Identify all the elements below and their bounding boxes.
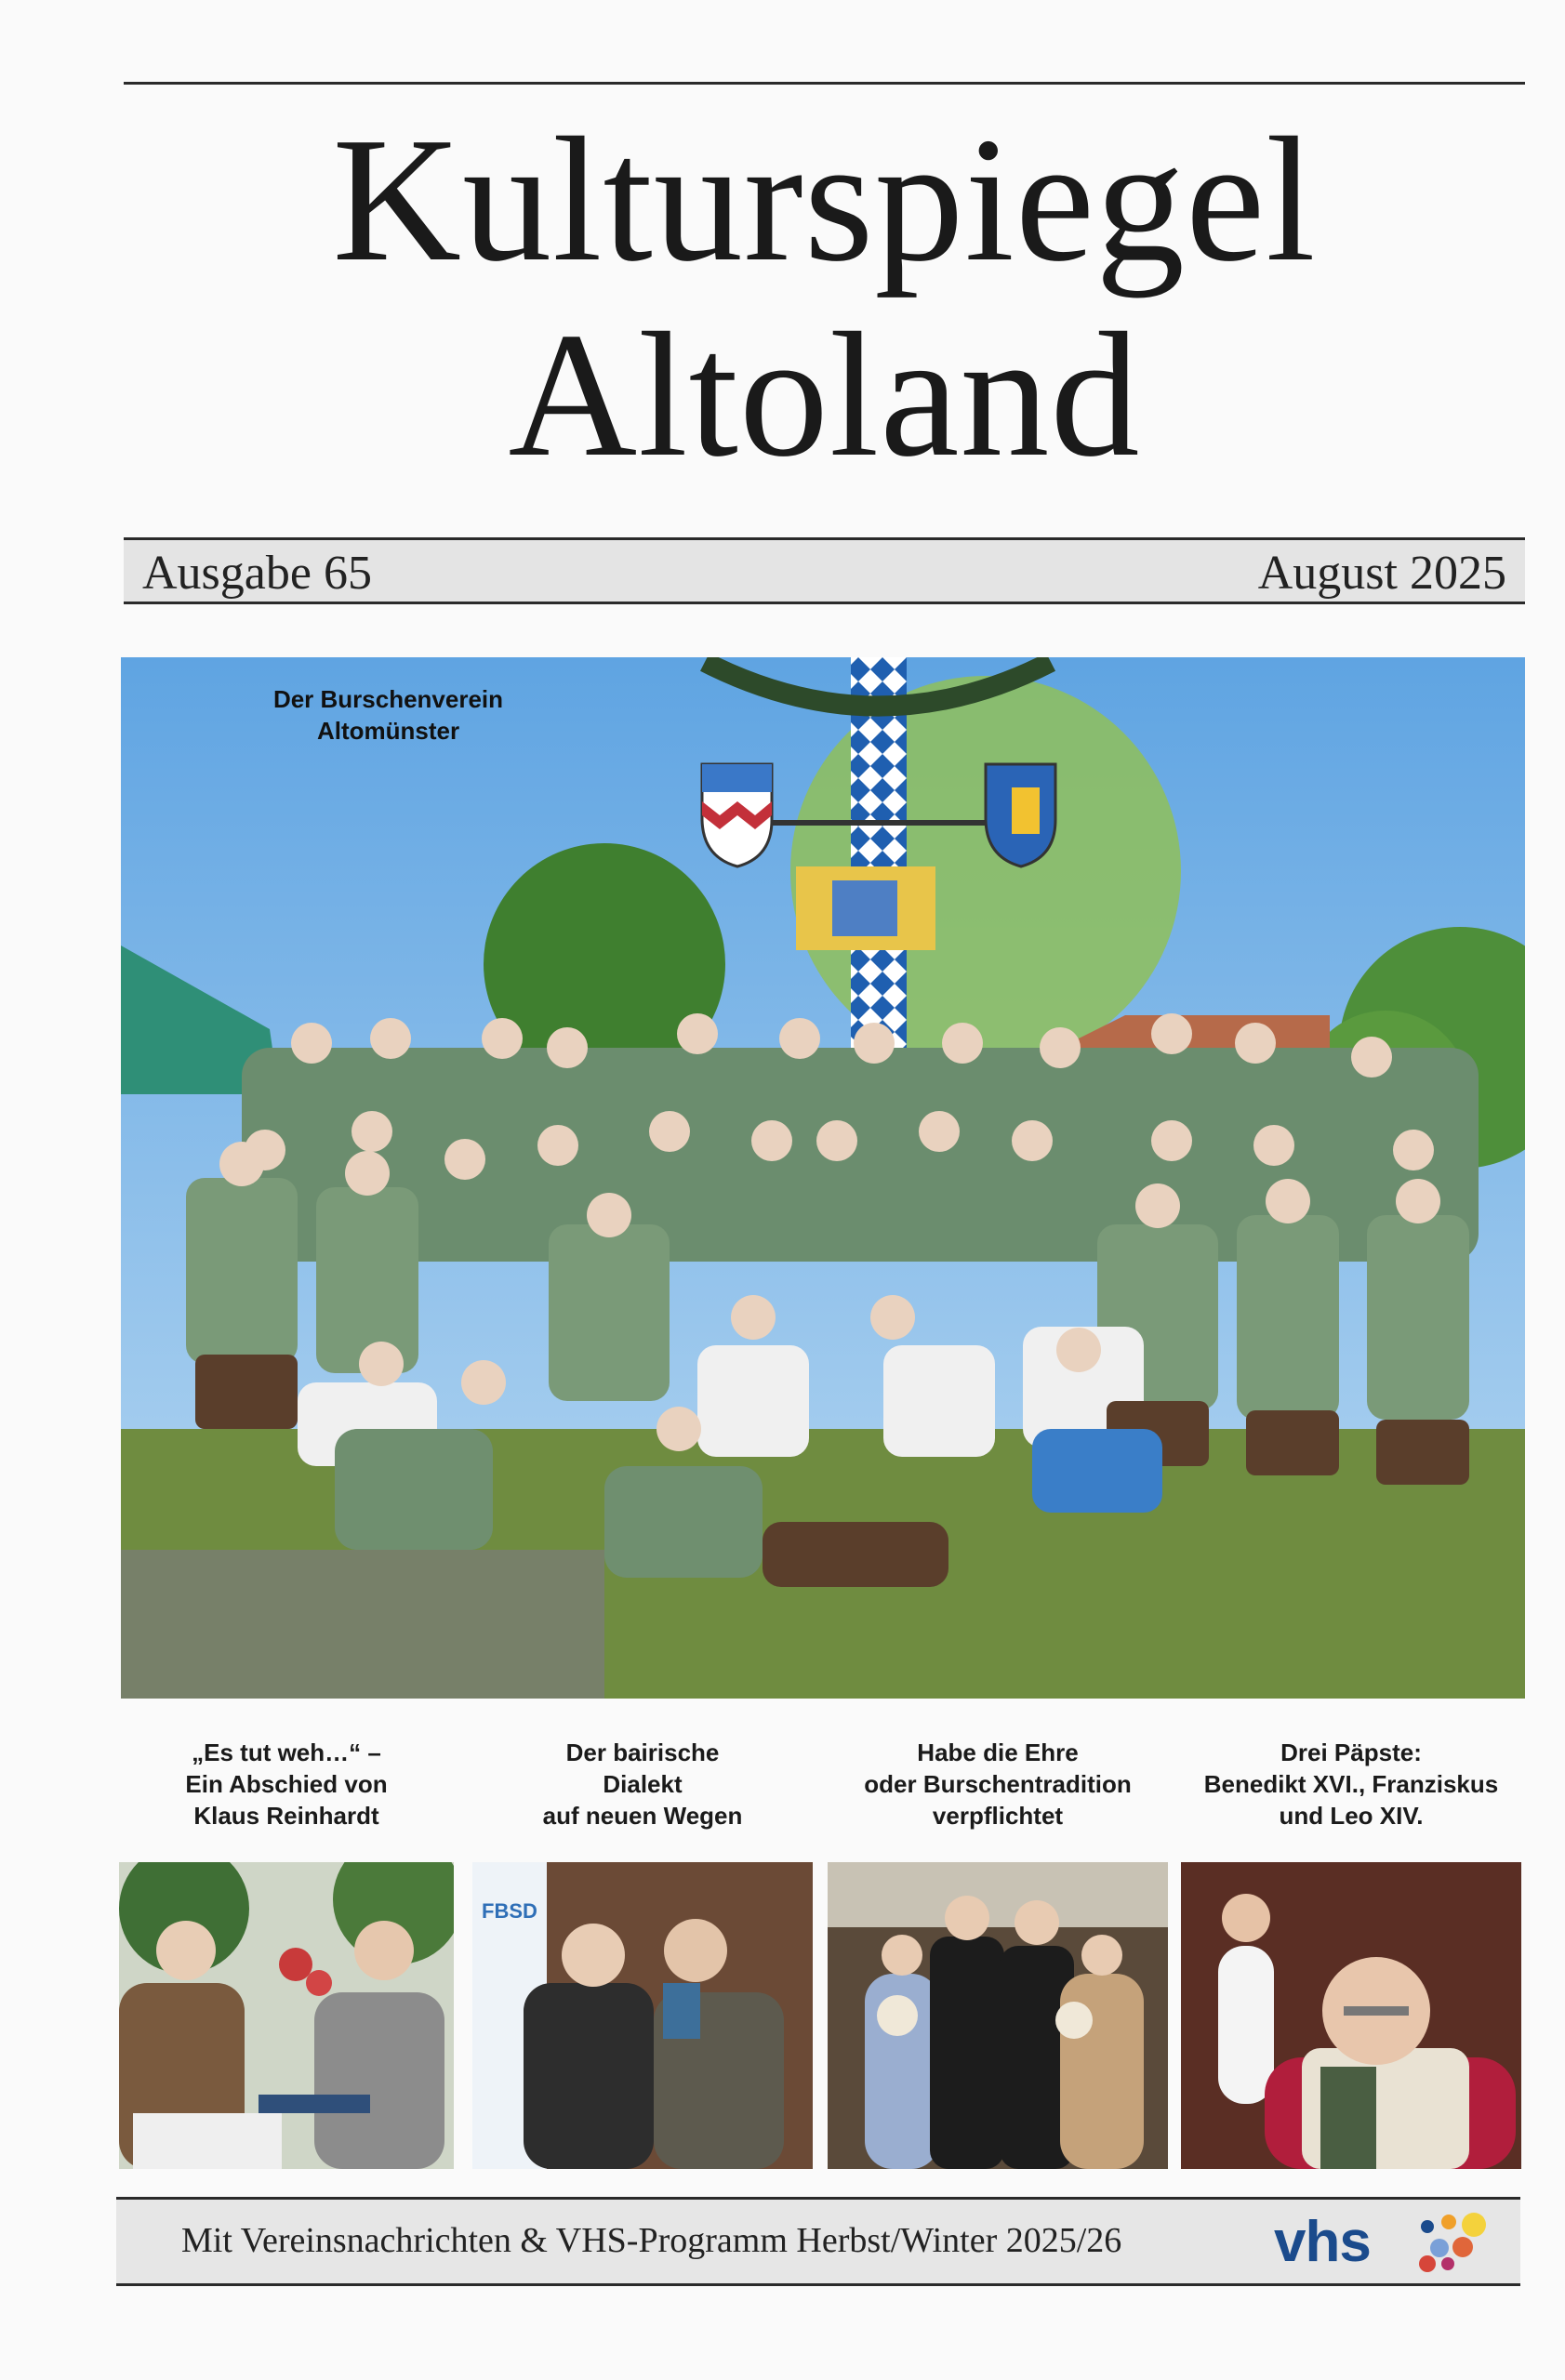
thumb-paepste bbox=[1181, 1862, 1521, 2169]
issue-date: August 2025 bbox=[1257, 547, 1506, 600]
thumb-reinhardt bbox=[119, 1862, 454, 2169]
teaser-line: Dialekt bbox=[603, 1770, 683, 1798]
masthead bbox=[124, 102, 1525, 493]
teaser-line: verpflichtet bbox=[932, 1802, 1064, 1830]
issue-number: Ausgabe 65 bbox=[142, 547, 372, 600]
thumb-ball-illustration bbox=[828, 1862, 1168, 2169]
thumb-burschentradition bbox=[828, 1862, 1168, 2169]
teaser-line: Der bairische bbox=[565, 1739, 720, 1766]
teaser-line: Drei Päpste: bbox=[1280, 1739, 1422, 1766]
thumb-dialekt-illustration bbox=[472, 1862, 813, 2169]
fbsd-sign: FBSD bbox=[482, 1899, 537, 1923]
issue-bar bbox=[124, 537, 1525, 604]
thumb-pope-illustration bbox=[1181, 1862, 1521, 2169]
teaser-line: auf neuen Wegen bbox=[542, 1802, 743, 1830]
teaser-dialekt bbox=[472, 1737, 813, 1831]
teaser-paepste bbox=[1181, 1737, 1521, 1831]
logo-dot-icon bbox=[1441, 2257, 1454, 2270]
teaser-line: „Es tut weh…“ – bbox=[192, 1739, 381, 1766]
logo-dot-icon bbox=[1462, 2213, 1486, 2237]
group-photo-illustration bbox=[121, 657, 1525, 1699]
teaser-line: Benedikt XVI., Franziskus bbox=[1203, 1770, 1499, 1798]
teaser-line: Habe die Ehre bbox=[917, 1739, 1079, 1766]
main-photo bbox=[121, 657, 1525, 1699]
teaser-line: Klaus Reinhardt bbox=[193, 1802, 379, 1830]
teaser-line: oder Burschentradition bbox=[864, 1770, 1132, 1798]
masthead-title-line1: Kulturspiegel bbox=[332, 100, 1317, 298]
caption-line-2: Altomünster bbox=[316, 717, 460, 745]
masthead-title-line2: Altoland bbox=[508, 296, 1141, 494]
teaser-line: Ein Abschied von bbox=[185, 1770, 388, 1798]
footer-bar bbox=[116, 2197, 1520, 2286]
logo-dot-icon bbox=[1419, 2255, 1436, 2272]
logo-dot-icon bbox=[1452, 2237, 1473, 2257]
vhs-logo bbox=[1274, 2211, 1497, 2276]
logo-dot-icon bbox=[1441, 2215, 1456, 2229]
top-rule bbox=[124, 82, 1525, 85]
teaser-line: und Leo XIV. bbox=[1279, 1802, 1424, 1830]
teaser-reinhardt bbox=[119, 1737, 454, 1831]
vhs-logo-text: vhs bbox=[1274, 2210, 1371, 2274]
footer-text: Mit Vereinsnachrichten & VHS-Programm Herbst/Winter 2025/26 bbox=[181, 2221, 1122, 2260]
logo-dot-icon bbox=[1421, 2220, 1434, 2233]
thumb-dialekt bbox=[472, 1862, 813, 2169]
thumb-reinhardt-illustration bbox=[119, 1862, 454, 2169]
logo-dot-icon bbox=[1430, 2239, 1449, 2257]
main-photo-caption bbox=[242, 683, 535, 747]
caption-line-1: Der Burschenverein bbox=[272, 685, 504, 713]
teaser-burschentradition bbox=[828, 1737, 1168, 1831]
